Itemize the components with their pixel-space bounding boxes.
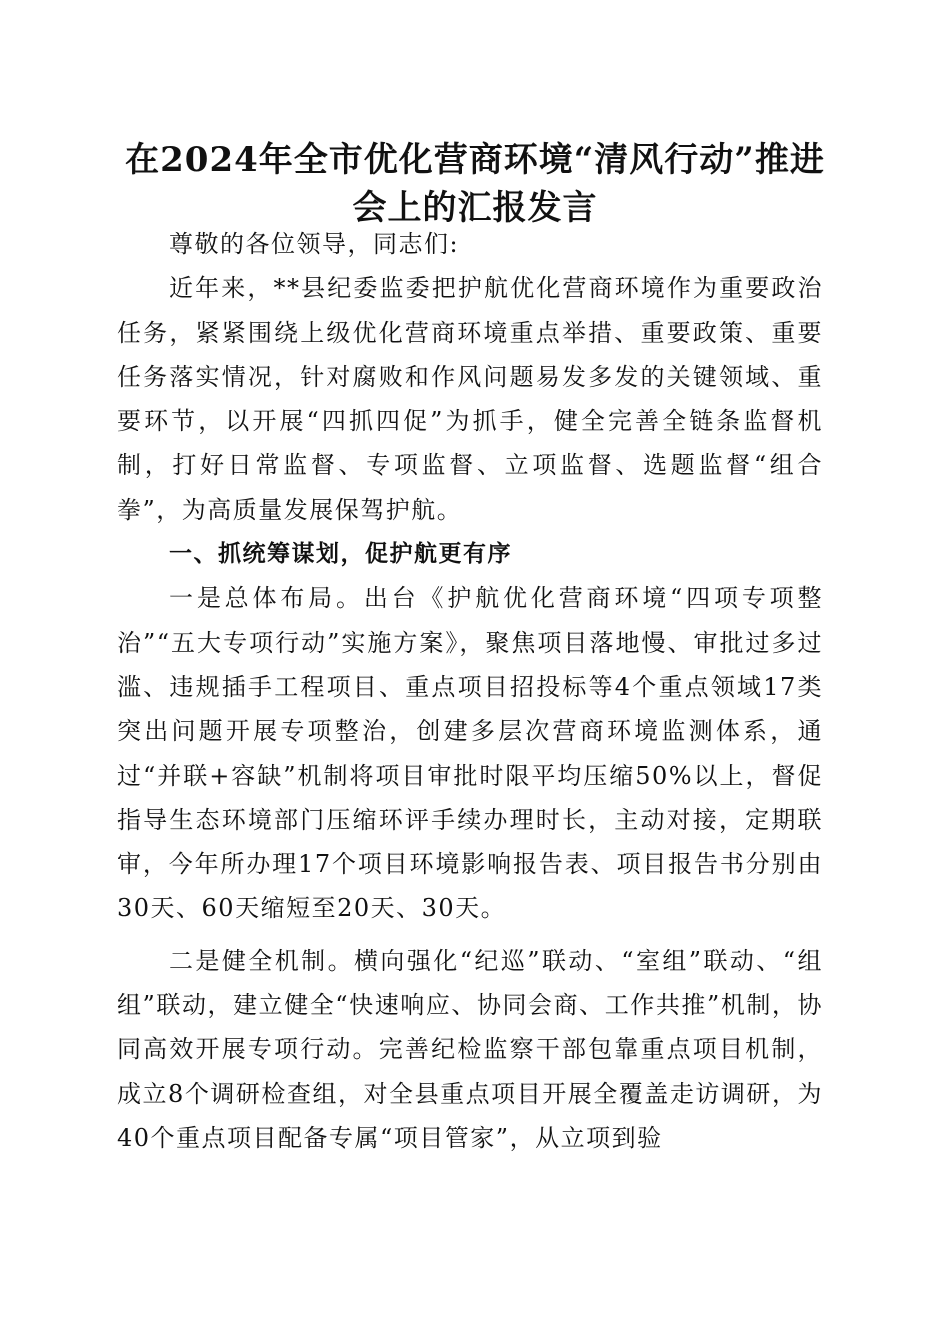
paragraph-intro: 近年来，**县纪委监委把护航优化营商环境作为重要政治任务，紧紧围绕上级优化营商环境重点举措、重要政策、重要任务落实情况，针对腐败和作风问题易发多发的关键领域、重要环节，以开展“四抓四促”为抓手，健全完善全链条监督机制，打好日常监督、专项监督、立项监督、选题监督“组合拳”，为高质量发展保驾护航。 [117,274,823,524]
document-body [117,222,823,1160]
paragraph-mechanism: 二是健全机制。横向强化“纪巡”联动、“室组”联动、“组组”联动，建立健全“快速响应、协同会商、工作共推”机制，协同高效开展专项行动。完善纪检监察干部包靠重点项目机制，成立8个调研检查组，对全县重点项目开展全覆盖走访调研，为40个重点项目配备专属“项目管家”，从立项到验 [117,946,823,1152]
section-heading-1: 一、抓统筹谋划，促护航更有序 [169,541,512,568]
document-title: 在2024年全市优化营商环境“清风行动”推进会上的汇报发言 [125,140,825,228]
salutation: 尊敬的各位领导，同志们: [169,230,460,258]
paragraph-overall-layout: 一是总体布局。出台《护航优化营商环境“四项专项整治”“五大专项行动”实施方案》，聚焦项目落地慢、审批过多过滥、违规插手工程项目、重点项目招投标等4个重点领域17类突出问题开展专项整治，创建多层次营商环境监测体系，通过“并联+容缺”机制将项目审批时限平均压缩50%以上，督促指导生态环境部门压缩环评手续办理时长，主动对接，定期联审，今年所办理17个项目环境影响报告表、项目报告书分别由30天、60天缩短至20天、30天。 [117,584,823,923]
